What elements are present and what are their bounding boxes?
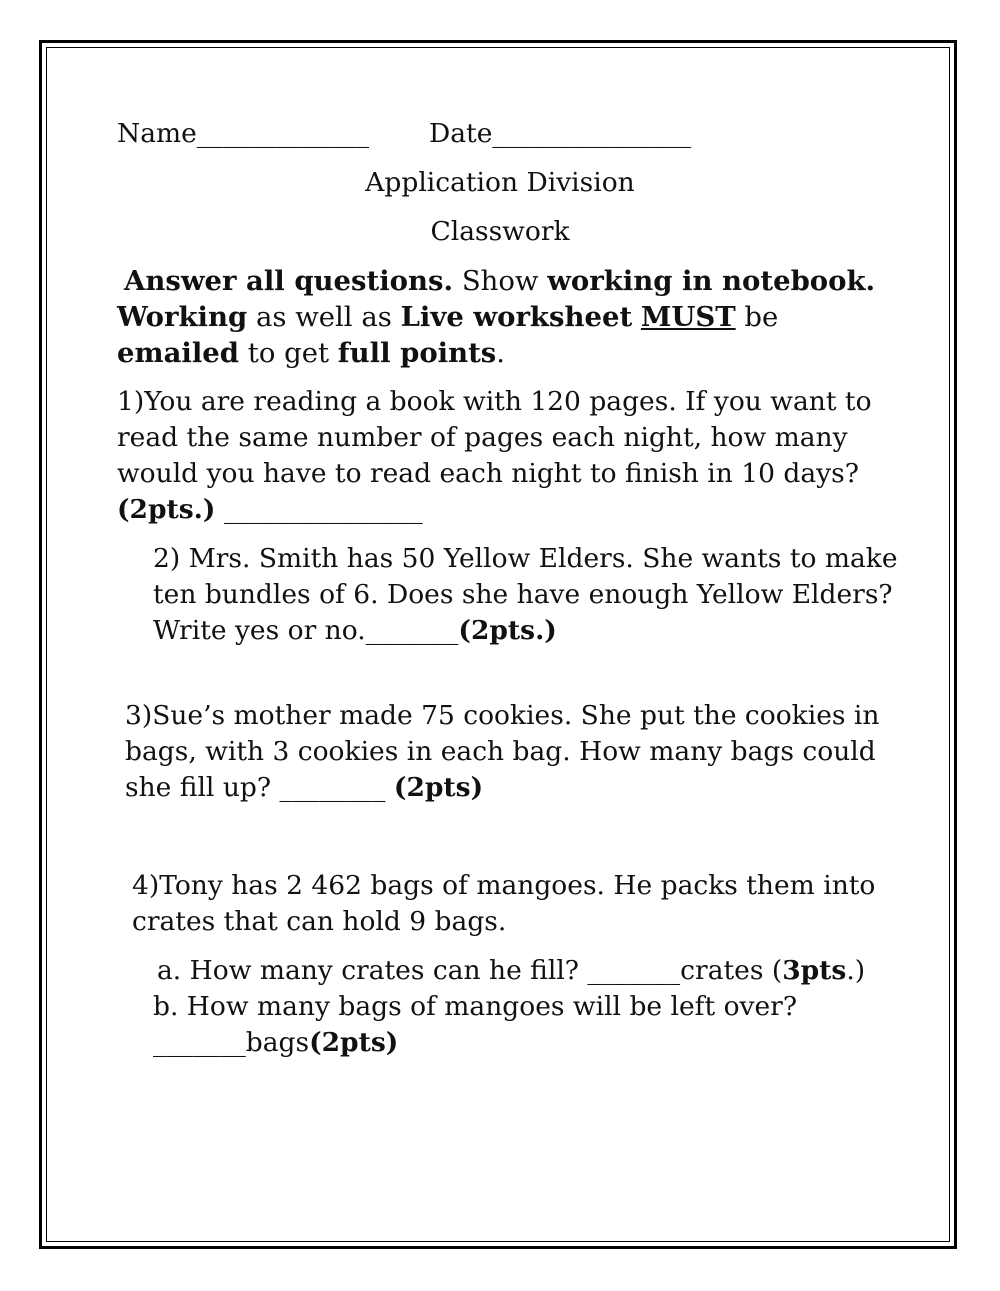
q2-line-3 (153, 613, 557, 649)
instr-bold-emailed: emailed (117, 337, 240, 369)
q4a-answer-blank[interactable]: a. How many crates can he fill? _______crates ( (157, 955, 783, 986)
name-field[interactable] (117, 116, 369, 152)
page-subtitle: Classwork (430, 216, 570, 247)
instr-bold-answer: Answer all questions. (124, 265, 454, 297)
q3-line-2: bags, with 3 cookies in each bag. How many bags could (125, 736, 876, 767)
q2-answer-blank[interactable]: Write yes or no._______ (153, 615, 459, 646)
instr-must: MUST (640, 301, 736, 333)
q4-line-2: crates that can hold 9 bags. (132, 906, 507, 937)
q4b-points: (2pts) (309, 1027, 399, 1058)
name-label: Name_____________ (117, 118, 370, 149)
q1-answer-blank[interactable]: _______________ (215, 494, 423, 525)
instr-bold-working: working in notebook. (547, 265, 876, 297)
q1-points: (2pts.) (117, 494, 216, 525)
q4a-points: 3pts (782, 955, 847, 986)
instructions-line-2 (117, 299, 778, 335)
date-field[interactable] (429, 116, 691, 152)
instr-bold-working2: Working (117, 301, 248, 333)
instr-text: to get (239, 337, 338, 369)
instr-text: Show (453, 265, 548, 297)
q3-line-1: 3)Sue’s mother made 75 cookies. She put the cookies in (125, 700, 880, 731)
q1-answer-line (117, 492, 423, 528)
instructions-line-1 (124, 263, 875, 299)
instr-bold-live: Live worksheet (400, 301, 633, 333)
q1-line-1: 1)You are reading a book with 120 pages. If you want to (117, 386, 872, 417)
q4-part-b-answer (153, 1025, 398, 1061)
q4-line-1: 4)Tony has 2 462 bags of mangoes. He packs them into (132, 870, 876, 901)
instructions-line-3 (117, 335, 505, 371)
instr-text: be (735, 301, 779, 333)
page-title: Application Division (365, 167, 635, 198)
instr-text: as well as (247, 301, 401, 333)
instr-bold-full-points: full points (337, 337, 497, 369)
date-label: Date_______________ (429, 118, 692, 149)
q3-answer-blank[interactable]: she fill up? ________ (125, 772, 394, 803)
q2-line-1: 2) Mrs. Smith has 50 Yellow Elders. She wants to make (153, 543, 898, 574)
q1-line-2: read the same number of pages each night, how many (117, 422, 848, 453)
q3-line-3 (125, 770, 483, 806)
q4b-answer-blank[interactable]: _______bags (153, 1027, 310, 1058)
q1-line-3: would you have to read each night to finish in 10 days? (117, 458, 859, 489)
q3-points: (2pts) (393, 772, 484, 803)
instr-text: . (496, 337, 506, 369)
q4a-end: .) (846, 955, 866, 986)
q2-points: (2pts.) (458, 615, 557, 646)
q2-line-2: ten bundles of 6. Does she have enough Yellow Elders? (153, 579, 893, 610)
instr-text (632, 301, 641, 333)
q4-part-b: b. How many bags of mangoes will be left over? (153, 991, 798, 1022)
q4-part-a (157, 953, 865, 989)
